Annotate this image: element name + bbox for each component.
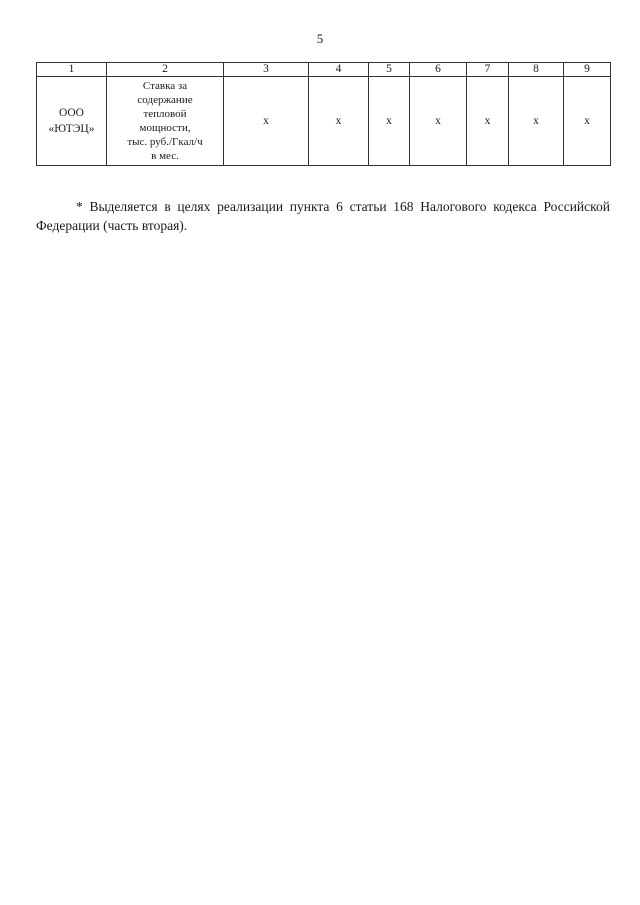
rate-description-line: в мес. — [151, 150, 179, 162]
rate-description-line: Ставка за — [142, 80, 188, 92]
column-number-2: 2 — [107, 63, 224, 77]
rate-description-line: тепловой — [143, 108, 187, 120]
rate-description-line: тыс. руб./Гкал/ч — [127, 136, 203, 148]
table-row — [37, 77, 611, 166]
value-cell-col-3: х — [224, 77, 309, 166]
organization-name: «ЮТЭЦ» — [48, 123, 95, 135]
value-cell-col-9: х — [564, 77, 611, 166]
tariff-table — [36, 62, 611, 166]
rate-description-cell — [107, 77, 224, 166]
column-number-5: 5 — [369, 63, 410, 77]
column-number-3: 3 — [224, 63, 309, 77]
organization-type: ООО — [59, 107, 84, 119]
rate-description-line: мощности, — [139, 122, 191, 134]
value-cell-col-5: х — [369, 77, 410, 166]
column-number-8: 8 — [509, 63, 564, 77]
value-cell-col-6: х — [410, 77, 467, 166]
page-number: 5 — [316, 31, 324, 46]
column-number-6: 6 — [410, 63, 467, 77]
value-cell-col-4: х — [309, 77, 369, 166]
organization-cell — [37, 77, 107, 166]
value-cell-col-7: х — [467, 77, 509, 166]
rate-description-line: содержание — [137, 94, 193, 106]
value-cell-col-8: х — [509, 77, 564, 166]
column-number-4: 4 — [309, 63, 369, 77]
column-number-9: 9 — [564, 63, 611, 77]
column-number-7: 7 — [467, 63, 509, 77]
footnote: * Выделяется в целях реализации пункта 6 статьи 168 Налогового кодекса Российской Федерации (часть вторая). — [36, 198, 610, 233]
table-header-row — [37, 63, 611, 77]
column-number-1: 1 — [37, 63, 107, 77]
